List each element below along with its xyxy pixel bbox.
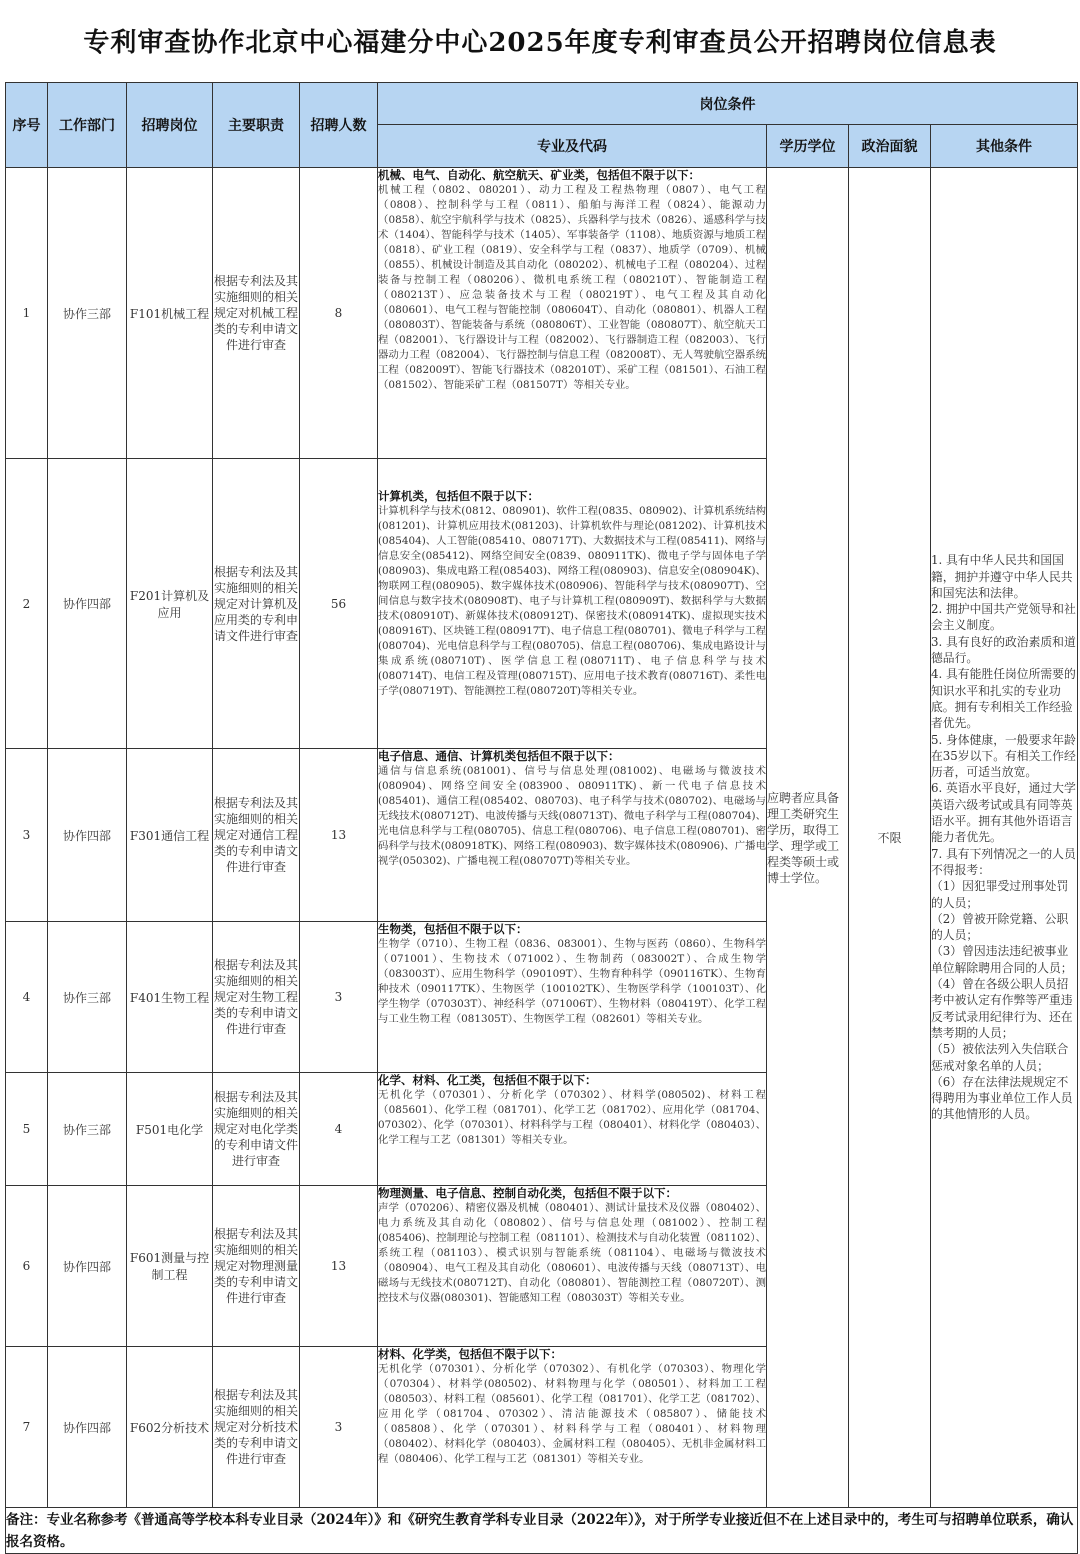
major-category: 机械、电气、自动化、航空航天、矿业类，包括但不限于以下：	[378, 168, 700, 182]
row-dept: 协作四部	[48, 749, 127, 922]
row-major	[378, 459, 767, 749]
row-position: F201计算机及应用	[127, 459, 213, 749]
row-duty: 根据专利法及其实施细则的相关规定对物理测量类的专利申请文件进行审查	[213, 1186, 300, 1347]
row-position: F301通信工程	[127, 749, 213, 922]
header-dept: 工作部门	[48, 83, 127, 168]
row-major	[378, 1073, 767, 1186]
row-seq: 4	[6, 922, 48, 1073]
condition-item: （4）曾在各级公职人员招考中被认定有作弊等严重违反考试录用纪律行为、还在禁考期的人员；	[931, 977, 1073, 1040]
note-row	[6, 1508, 1078, 1554]
row-seq: 1	[6, 168, 48, 459]
row-dept: 协作四部	[48, 1347, 127, 1508]
row-position: F501电化学	[127, 1073, 213, 1186]
header-seq: 序号	[6, 83, 48, 168]
row-dept: 协作三部	[48, 168, 127, 459]
page-title: 专利审查协作北京中心福建分中心2025年度专利审查员公开招聘岗位信息表	[83, 27, 997, 58]
condition-item: 4. 具有能胜任岗位所需要的知识水平和扎实的专业功底。拥有专利相关工作经验者优先。	[931, 667, 1076, 731]
row-major	[378, 168, 767, 459]
row-duty: 根据专利法及其实施细则的相关规定对通信工程类的专利申请文件进行审查	[213, 749, 300, 922]
row-count: 56	[300, 459, 378, 749]
table-row	[6, 168, 1078, 459]
major-list: 通信与信息系统(081001)、信号与信息处理(081002)、电磁场与微波技术(080904)、网络空间安全(083900、080911TK)、新一代电子信息技术(085401)、通信工程(085402、080703)、电子科学与技术(080702)、电磁场与无线技术(080712T)、电波传播与天线(080713T)、微电子科学与工程(080704)、光电信息科学与工程(080705)、信息工程(080706)、电子信息工程(080701)、密码科学与技术(080918TK)、网络工程(080903)、数字媒体技术(080906)、广播电视学(050302)、广播电视工程(080707T)等相关专业。	[378, 765, 766, 867]
row-dept: 协作三部	[48, 922, 127, 1073]
major-list: 计算机科学与技术(0812、080901)、软件工程(0835、080902)、计算机系统结构(081201)、计算机应用技术(081203)、计算机软件与理论(081202)、计算机技术(085404)、人工智能(085410、080717T)、大数据技术与工程(085411)、网络与信息安全(085412)、网络空间安全(0839、080911TK)、微电子学与固体电子学(080903)、集成电路工程(085403)、网络工程(080903)、信息安全(080904K)、物联网工程(080905)、数字媒体技术(080906)、智能科学与技术(080907T)、空间信息与数字技术(080908T)、电子与计算机工程(080909T)、数据科学与大数据技术(080910T)、新媒体技术(080912T)、保密技术(080914TK)、虚拟现实技术(080916T)、区块链工程(080917T)、电子信息工程(080701)、微电子科学与工程(080704)、光电信息科学与工程(080705)、信息工程(080706)、集成电路设计与集成系统(080710T)、医学信息工程(080711T)、电子信息科学与技术(080714T)、电信工程及管理(080715T)、应用电子技术教育(080716T)、柔性电子学(080719T)、智能测控工程(080720T)等相关专业。	[378, 505, 766, 697]
header-conditions: 岗位条件	[378, 83, 1078, 125]
row-major	[378, 1186, 767, 1347]
major-list: 无机化学（070301）、分析化学（070302）、有机化学（070303）、物理化学（070304）、材料学(080502)、材料物理与化学（080501）、材料加工工程（080503）、材料工程（085601）、化学工程（081701）、化学工艺（081702）、应用化学（081704、070302）、清洁能源技术（085807）、储能技术（085808）、化学（070301）、材料科学与工程（080401）、材料物理（080402）、材料化学（080403）、金属材料工程（080405）、无机非金属材料工程（080406）、化学工程与工艺（081301）等相关专业。	[378, 1363, 766, 1465]
row-seq: 2	[6, 459, 48, 749]
row-duty: 根据专利法及其实施细则的相关规定对机械工程类的专利申请文件进行审查	[213, 168, 300, 459]
major-category: 计算机类，包括但不限于以下：	[378, 489, 539, 503]
row-count: 8	[300, 168, 378, 459]
row-count: 13	[300, 749, 378, 922]
row-dept: 协作三部	[48, 1073, 127, 1186]
major-category: 生物类，包括但不限于以下：	[378, 922, 528, 936]
header-political: 政治面貌	[849, 125, 931, 168]
row-seq: 7	[6, 1347, 48, 1508]
row-seq: 6	[6, 1186, 48, 1347]
row-dept: 协作四部	[48, 1186, 127, 1347]
header-other: 其他条件	[931, 125, 1078, 168]
footnote: 备注：专业名称参考《普通高等学校本科专业目录（2024年）》和《研究生教育学科专业目录（2022年）》，对于所学专业接近但不在上述目录中的，考生可与招聘单位联系，确认报名资格。	[6, 1508, 1078, 1554]
recruitment-table	[5, 82, 1078, 1554]
row-position: F101机械工程	[127, 168, 213, 459]
header-major: 专业及代码	[378, 125, 767, 168]
condition-item: 1. 具有中华人民共和国国籍，拥护并遵守中华人民共和国宪法和法律。	[931, 553, 1073, 600]
condition-item: 6. 英语水平良好，通过大学英语六级考试或具有同等英语水平。拥有其他外语语言能力者优先。	[931, 781, 1076, 845]
major-list: 生物学（0710）、生物工程（0836、083001）、生物与医药（0860）、生物科学（071001）、生物技术（071002）、生物制药（083002T）、合成生物学（083003T）、应用生物科学（090109T）、生物育种科学（090116TK）、生物育种技术（090117TK）、生物医学（100102TK）、生物医学科学（100103T）、化学生物学（070303T）、神经科学（071006T）、生物材料（080419T）、化学工程与工业生物工程（081305T）、生物医学工程（082601）等相关专业。	[378, 938, 766, 1025]
row-position: F601测量与控制工程	[127, 1186, 213, 1347]
major-category: 物理测量、电子信息、控制自动化类，包括但不限于以下：	[378, 1186, 677, 1200]
major-list: 机械工程（0802、080201）、动力工程及工程热物理（0807）、电气工程（0808）、控制科学与工程（0811）、船舶与海洋工程（0824）、能源动力（0858）、航空宇航科学与技术（0825）、兵器科学与技术（0826）、遥感科学与技术（1404）、智能科学与技术（1405）、军事装备学（1108）、地质资源与地质工程（0818）、矿业工程（0819）、安全科学与工程（0837）、地质学（0709）、机械（0855）、机械设计制造及其自动化（080202）、机械电子工程（080204）、过程装备与控制工程（080206）、微机电系统工程（080210T）、智能制造工程（080213T）、应急装备技术与工程（080219T）、电气工程及其自动化（080601）、电气工程与智能控制（080604T）、自动化（080801）、机器人工程（080803T）、智能装备与系统（080806T）、工业智能（080807T）、航空航天工程（082001）、飞行器设计与工程（082002）、飞行器制造工程（082003）、飞行器动力工程（082004）、飞行器控制与信息工程（082008T）、无人驾驶航空器系统工程（082009T）、智能飞行器技术（082010T）、采矿工程（081501）、石油工程（081502）、智能采矿工程（081507T）等相关专业。	[378, 184, 766, 391]
education-requirement: 应聘者应具备理工类研究生学历，取得工学、理学或工程类等硕士或博士学位。	[767, 168, 849, 1508]
condition-item: （1）因犯罪受过刑事处罚的人员；	[931, 879, 1069, 910]
political-requirement: 不限	[849, 168, 931, 1508]
row-seq: 3	[6, 749, 48, 922]
row-position: F401生物工程	[127, 922, 213, 1073]
major-list: 无机化学（070301）、分析化学（070302）、材料学(080502)、材料工程（085601）、化学工程（081701）、化学工艺（081702）、应用化学（081704、070302）、化学（070301）、材料科学与工程（080401）、材料化学（080403）、化学工程与工艺（081301）等相关专业。	[378, 1089, 766, 1146]
header-duty: 主要职责	[213, 83, 300, 168]
other-conditions	[931, 168, 1078, 1508]
row-count: 4	[300, 1073, 378, 1186]
header-education: 学历学位	[767, 125, 849, 168]
row-major	[378, 1347, 767, 1508]
row-duty: 根据专利法及其实施细则的相关规定对分析技术类的专利申请文件进行审查	[213, 1347, 300, 1508]
condition-item: （2）曾被开除党籍、公职的人员；	[931, 911, 1069, 943]
condition-item: （5）被依法列入失信联合惩戒对象名单的人员；	[931, 1042, 1069, 1073]
row-count: 3	[300, 922, 378, 1073]
condition-item: 5. 身体健康，一般要求年龄在35岁以下。有相关工作经历者，可适当放宽。	[931, 732, 1076, 780]
condition-item: 7. 具有下列情况之一的人员不得报考：	[931, 846, 1076, 877]
major-list: 声学（070206）、精密仪器及机械（080401）、测试计量技术及仪器（080402）、电力系统及其自动化（080802）、信号与信息处理（081002）、控制工程(085406)、控制理论与控制工程（081101）、检测技术与自动化装置（081102）、系统工程（081103）、模式识别与智能系统（081104）、电磁场与微波技术（080904）、电气工程及其自动化（080601）、电波传播与天线（080713T）、电磁场与无线技术(080712T)、自动化（080801）、智能测控工程（080720T）、测控技术与仪器(080301)、智能感知工程（080303T）等相关专业。	[378, 1202, 766, 1304]
header-position: 招聘岗位	[127, 83, 213, 168]
condition-item: （6）存在法律法规规定不得聘用为事业单位工作人员的其他情形的人员。	[931, 1074, 1073, 1122]
condition-item: （3）曾因违法违纪被事业单位解除聘用合同的人员；	[931, 944, 1073, 975]
row-dept: 协作四部	[48, 459, 127, 749]
row-duty: 根据专利法及其实施细则的相关规定对计算机及应用类的专利申请文件进行审查	[213, 459, 300, 749]
condition-item: 2. 拥护中国共产党领导和社会主义制度。	[931, 602, 1076, 633]
row-count: 13	[300, 1186, 378, 1347]
condition-item: 3. 具有良好的政治素质和道德品行。	[931, 634, 1076, 666]
row-count: 3	[300, 1347, 378, 1508]
row-duty: 根据专利法及其实施细则的相关规定对生物工程类的专利申请文件进行审查	[213, 922, 300, 1073]
row-position: F602分析技术	[127, 1347, 213, 1508]
row-duty: 根据专利法及其实施细则的相关规定对电化学类的专利申请文件进行审查	[213, 1073, 300, 1186]
major-category: 材料、化学类，包括但不限于以下：	[378, 1347, 562, 1361]
row-major	[378, 922, 767, 1073]
row-seq: 5	[6, 1073, 48, 1186]
row-major	[378, 749, 767, 922]
header-count: 招聘人数	[300, 83, 378, 168]
major-category: 化学、材料、化工类，包括但不限于以下：	[378, 1073, 597, 1087]
major-category: 电子信息、通信、计算机类包括但不限于以下：	[378, 749, 620, 763]
